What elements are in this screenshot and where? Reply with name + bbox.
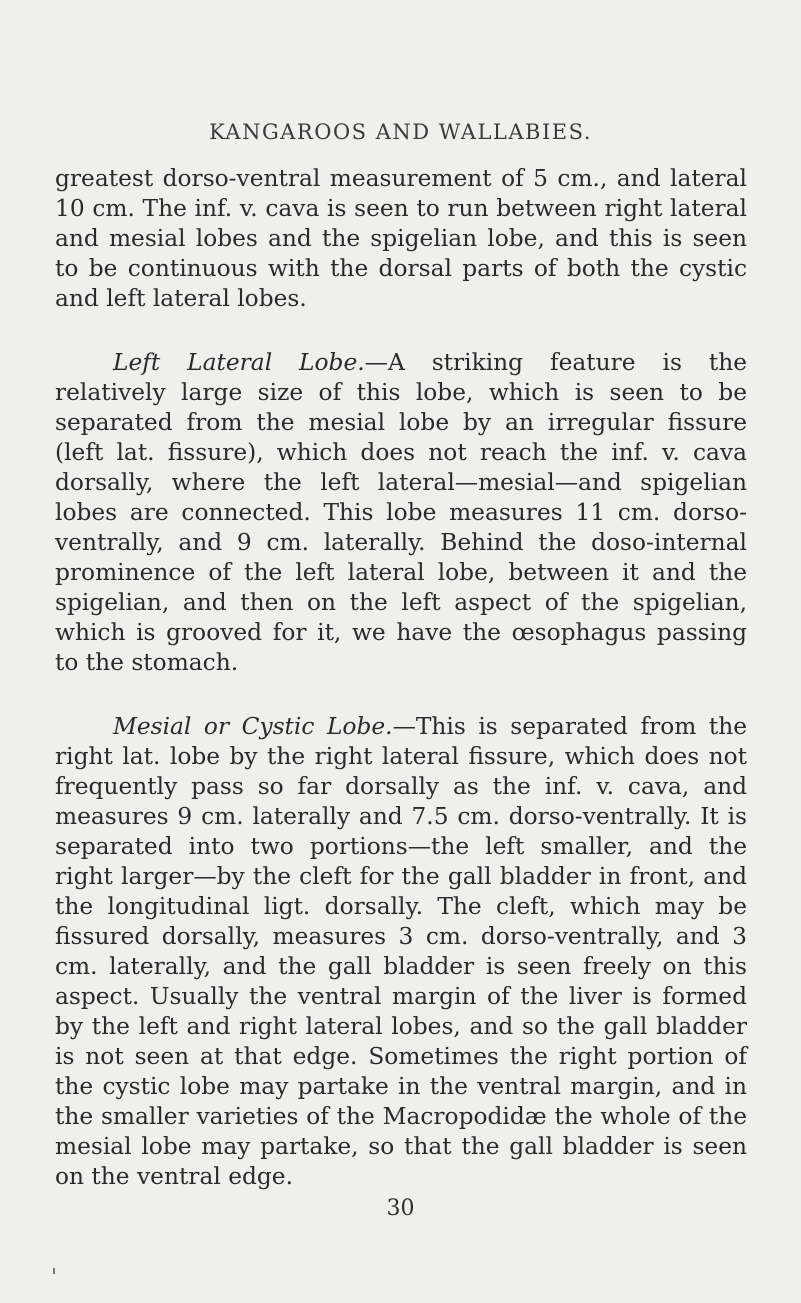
paragraph-continuation (55, 164, 747, 314)
paragraph-mesial-lobe (55, 712, 747, 1192)
section-title-mesial-lobe: Mesial or Cystic Lobe. (113, 713, 393, 740)
paragraph-text: —This is separated from the right lat. lobe by the right lateral fissure, which does not frequently pass so far dorsally as the inf. v. cava, and measures 9 cm. laterally and 7.5 cm. dorso-ventrally. It is separated into two portions—the left smaller, and the right larger—by the cleft for the gall bladder in front, and the longitudinal ligt. dorsally. The cleft, which may be fissured dorsally, measures 3 cm. dorso-ventrally, and 3 cm. laterally, and the gall bladder is seen freely on this aspect. Usually the ventral margin of the liver is formed by the left and right lateral lobes, and so the gall bladder is not seen at that edge. Sometimes the right portion of the cystic lobe may partake in the ventral margin, and in the smaller varieties of the Macropodidæ the whole of the mesial lobe may partake, so that the gall bladder is seen on the ventral edge. (55, 713, 748, 1190)
section-title-left-lateral-lobe: Left Lateral Lobe. (113, 349, 365, 376)
page-number: 30 (386, 1196, 415, 1221)
paragraph-text: —A striking feature is the relatively large size of this lobe, which is seen to be separated from the mesial lobe by an irregular fissure (left lat. fissure), which does not reach the inf. v. cava dorsally, where the left lateral—mesial—and spigelian lobes are connected. This lobe measures 11 cm. dorso-ventrally, and 9 cm. laterally. Behind the doso-internal prominence of the left lateral lobe, between it and the spigelian, and then on the left aspect of the spigelian, which is grooved for it, we have the œsophagus passing to the stomach. (55, 349, 747, 676)
running-head: KANGAROOS AND WALLABIES. (209, 120, 592, 144)
paragraph-text: greatest dorso-ventral measurement of 5 cm., and lateral 10 cm. The inf. v. cava is seen to run between right lateral and mesial lobes and the spigelian lobe, and this is seen to be continuous with the dorsal parts of both the cystic and left lateral lobes. (55, 165, 747, 312)
body-text (55, 164, 747, 1192)
paragraph-left-lateral-lobe (55, 348, 747, 678)
scan-speck (53, 1268, 55, 1274)
